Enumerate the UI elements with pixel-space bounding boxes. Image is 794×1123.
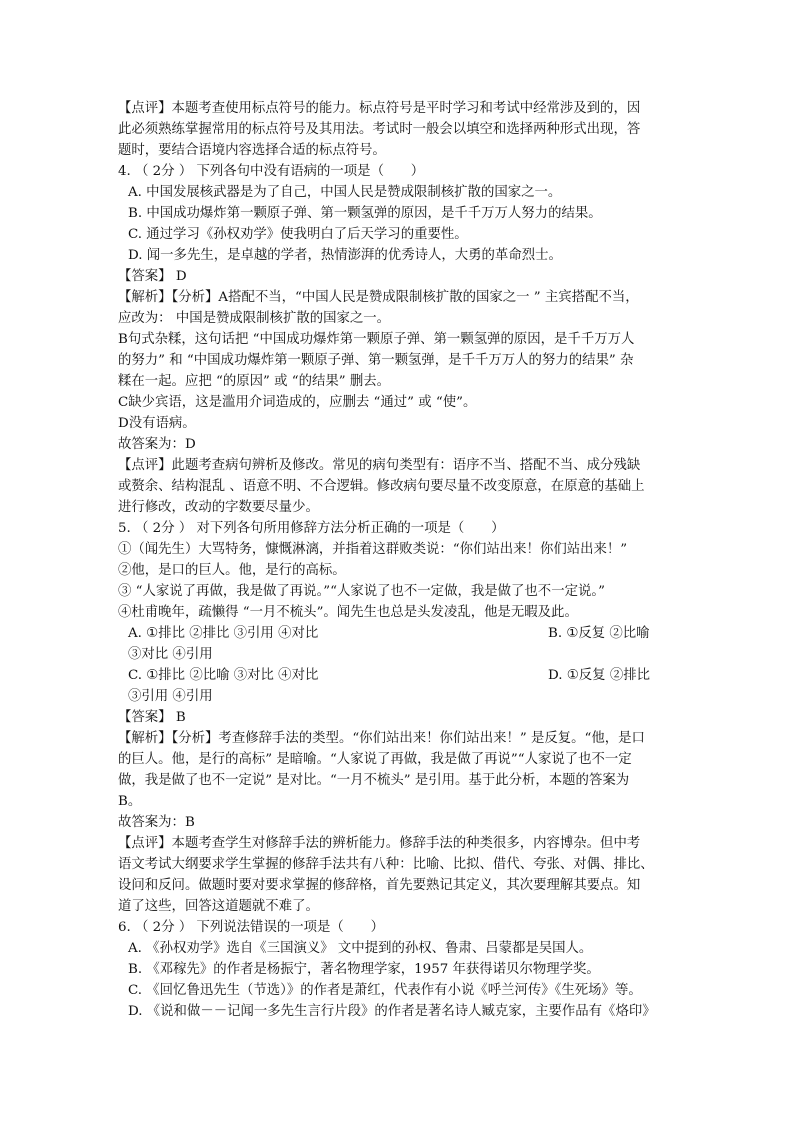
comment-line: 进行修改，改动的字数要尽量少。 — [118, 500, 319, 515]
text-line: 此必须熟练掌握常用的标点符号及其用法。考试时一般会以填空和选择两种形式出现，答 — [118, 122, 641, 137]
comment-line: 【点评】本题考查学生对修辞手法的辨析能力。修辞手法的种类很多，内容博杂。但中考 — [118, 836, 641, 851]
option-b: B. ①反复 ②比喻 — [548, 626, 650, 641]
sentence-2: ②他，是口的巨人。他，是行的高标。 — [118, 563, 346, 578]
comment-line: 或赘余、结构混乱 、语意不明、不合逻辑。修改病句要尽量不改变原意，在原意的基础上 — [118, 479, 645, 494]
comment-line: 设问和反问。做题时要对要求掌握的修辞格，首先要熟记其定义，其次要理解其要点。知 — [118, 878, 641, 893]
text-line: 题时，要结合语境内容选择合适的标点符号。 — [118, 143, 386, 158]
comment-line: 道了这些，回答这道题就不难了。 — [118, 899, 319, 914]
option-d: D. 闻一多先生，是卓越的学者，热情澎湃的优秀诗人，大勇的革命烈士。 — [128, 248, 562, 263]
sentence-1: ①（闻先生）大骂特务，慷慨淋漓，并指着这群败类说：“你们站出来！你们站出来！” — [118, 542, 628, 557]
question-6 — [118, 917, 678, 1022]
question-stem: 5. （ 2分 ） 对下列各句所用修辞方法分析正确的一项是（ ） — [118, 521, 505, 536]
analysis-line: 故答案为：D — [118, 437, 196, 452]
option-d-continued: ③引用 ④引用 — [128, 689, 213, 704]
analysis-line: 的巨人。他，是行的高标” 是暗喻。“人家说了再做，我是做了再说”“人家说了也不一定 — [118, 752, 632, 767]
options-row-ab — [118, 623, 678, 644]
answer: 【答案】 D — [118, 269, 187, 284]
analysis-line: D没有语病。 — [118, 416, 196, 431]
option-d: D. ①反复 ②排比 — [548, 668, 650, 683]
option-a: A. 《孙权劝学》选自《三国演义》 文中提到的孙权、鲁肃、吕蒙都是吴国人。 — [128, 941, 593, 956]
question-4 — [118, 161, 678, 518]
analysis-line: B句式杂糅，这句话把 “中国成功爆炸第一颗原子弹、第一颗氢弹的原因，是千千万万人 — [118, 332, 635, 347]
q3-comment — [118, 98, 678, 161]
analysis-line: 【解析】【分析】考查修辞手法的类型。“你们站出来！你们站出来！” 是反复。“他，是口 — [118, 731, 645, 746]
comment-line: 语文考试大纲要求学生掌握的修辞手法共有八种：比喻、比拟、借代、夸张、对偶、排比、 — [118, 857, 654, 872]
option-a: A. ①排比 ②排比 ③引用 ④对比 — [128, 626, 319, 641]
document-page — [118, 98, 678, 1022]
sentence-4: ④杜甫晚年，疏懒得 “一月不梳头”。闻先生也总是头发凌乱，他是无暇及此。 — [118, 605, 578, 620]
sentence-3: ③ “人家说了再做，我是做了再说。”“人家说了也不一定做，我是做了也不一定说。” — [118, 584, 605, 599]
comment-line: 【点评】此题考查病句辨析及修改。常见的病句类型有：语序不当、搭配不当、成分残缺 — [118, 458, 641, 473]
question-5 — [118, 518, 678, 917]
question-stem: 6. （ 2分 ） 下列说法错误的一项是（ ） — [118, 920, 384, 935]
analysis-line: 糅在一起。应把 “的原因” 或 “的结果” 删去。 — [118, 374, 391, 389]
option-b: B. 中国成功爆炸第一颗原子弹、第一颗氢弹的原因，是千千万万人努力的结果。 — [128, 206, 602, 221]
option-c: C. 《回忆鲁迅先生（节选）》的作者是萧红，代表作有小说《呼兰河传》《生死场》等。 — [128, 983, 642, 998]
analysis-line: 做，我是做了也不一定说” 是对比。“一月不梳头” 是引用。基于此分析，本题的答案为 — [118, 773, 630, 788]
analysis-line: 应改为： 中国是赞成限制核扩散的国家之一。 — [118, 311, 391, 326]
analysis-line: 的努力” 和 “中国成功爆炸第一颗原子弹、第一颗氢弹，是千千万万人的努力的结果” 杂 — [118, 353, 634, 368]
option-c: C. 通过学习《孙权劝学》使我明白了后天学习的重要性。 — [128, 227, 468, 242]
option-b-continued: ③对比 ④引用 — [128, 647, 213, 662]
options-row-cd — [118, 665, 678, 686]
option-b: B. 《邓稼先》的作者是杨振宁，著名物理学家，1957 年获得诺贝尔物理学奖。 — [128, 962, 600, 977]
analysis-line: 故答案为：B — [118, 815, 195, 830]
option-d: D. 《说和做－－记闻一多先生言行片段》的作者是著名诗人臧克家，主要作品有《烙印》 — [128, 1004, 656, 1019]
question-stem: 4. （ 2分 ） 下列各句中没有语病的一项是（ ） — [118, 164, 425, 179]
option-a: A. 中国发展核武器是为了自己，中国人民是赞成限制核扩散的国家之一。 — [128, 185, 562, 200]
text-line: 【点评】本题考查使用标点符号的能力。标点符号是平时学习和考试中经常涉及到的，因 — [118, 101, 641, 116]
analysis-line: C缺少宾语，这是滥用介词造成的，应删去 “通过” 或 “使”。 — [118, 395, 477, 410]
analysis-line: 【解析】【分析】A搭配不当，“中国人民是赞成限制核扩散的国家之一 ” 主宾搭配不当， — [118, 290, 639, 305]
analysis-line: B。 — [118, 794, 142, 809]
answer: 【答案】 B — [118, 710, 186, 725]
option-c: C. ①排比 ②比喻 ③对比 ④对比 — [128, 668, 319, 683]
